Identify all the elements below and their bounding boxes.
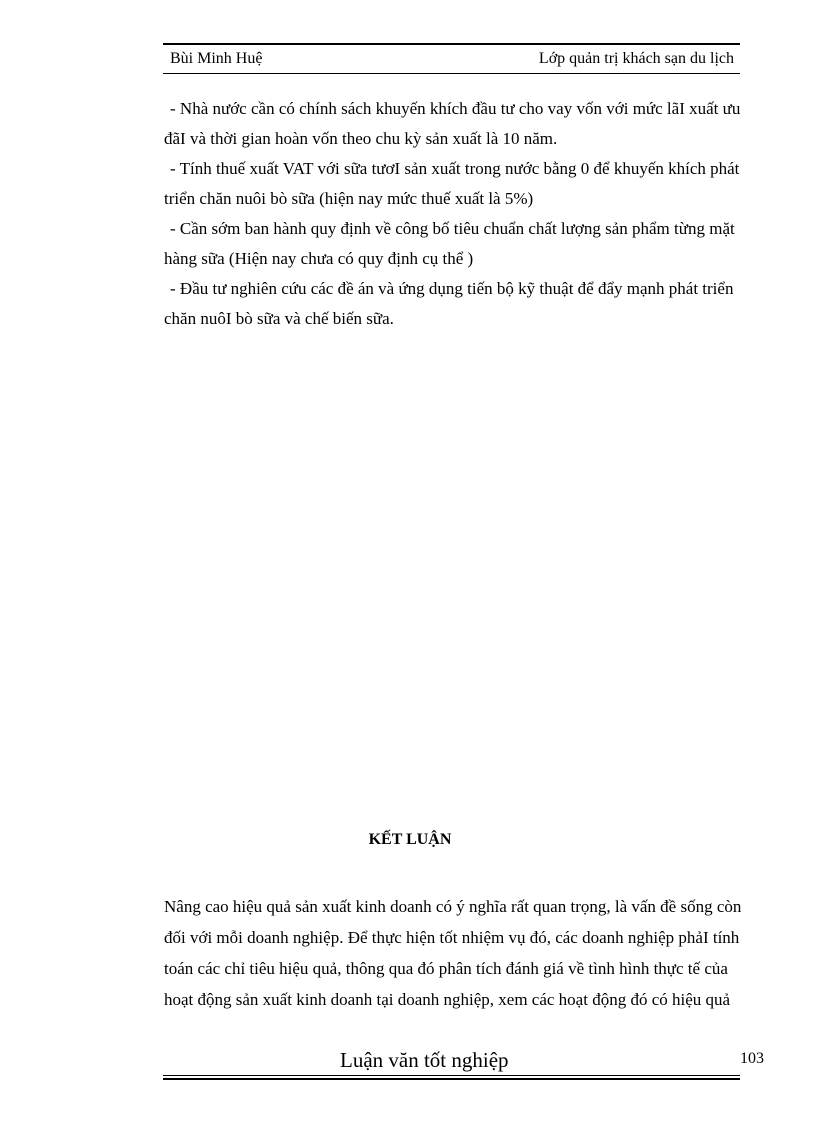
page-number: 103 [740, 1050, 764, 1067]
header-rule-bottom [163, 73, 740, 74]
conclusion-heading: KẾT LUẬN [368, 831, 452, 848]
conclusion-body [164, 891, 744, 1015]
header-rule-top [163, 43, 740, 45]
footer-rule-thick [163, 1078, 740, 1080]
recommendation-paragraph-1: - Nhà nước cần có chính sách khuyến khích đầu tư cho vay vốn với mức lãI xuất ưu đãI và thời gian hoàn vốn theo chu kỳ sản xuất là 10 năm. [164, 99, 741, 148]
footer-rule-thin [163, 1075, 740, 1076]
recommendation-paragraph-4: - Đầu tư nghiên cứu các đề án và ứng dụng tiến bộ kỹ thuật để đẩy mạnh phát triển chăn nuôI bò sữa và chế biến sữa. [164, 279, 734, 328]
recommendation-paragraph-2: - Tính thuế xuất VAT với sữa tươI sản xuất trong nước bằng 0 để khuyến khích phát triển chăn nuôi bò sữa (hiện nay mức thuế xuất là 5%) [164, 159, 740, 208]
recommendation-paragraph-3: - Cần sớm ban hành quy định về công bố tiêu chuẩn chất lượng sản phẩm từng mặt hàng sữa (Hiện nay chưa có quy định cụ thể ) [164, 219, 735, 268]
header-author: Bùi Minh Huệ [170, 50, 263, 67]
conclusion-paragraph: Nâng cao hiệu quả sản xuất kinh doanh có ý nghĩa rất quan trọng, là vấn đề sống còn đối với mỗi doanh nghiệp. Để thực hiện tốt nhiệm vụ đó, các doanh nghiệp phảI tính toán các chỉ tiêu hiệu quả, thông qua đó phân tích đánh giá về tình hình thực tế của hoạt động sản xuất kinh doanh tại doanh nghiệp, xem các hoạt động đó có hiệu quả [164, 897, 742, 1009]
footer-title: Luận văn tốt nghiệp [340, 1048, 509, 1072]
recommendations-body [164, 94, 744, 334]
header-class-name: Lớp quản trị khách sạn du lịch [538, 50, 734, 67]
